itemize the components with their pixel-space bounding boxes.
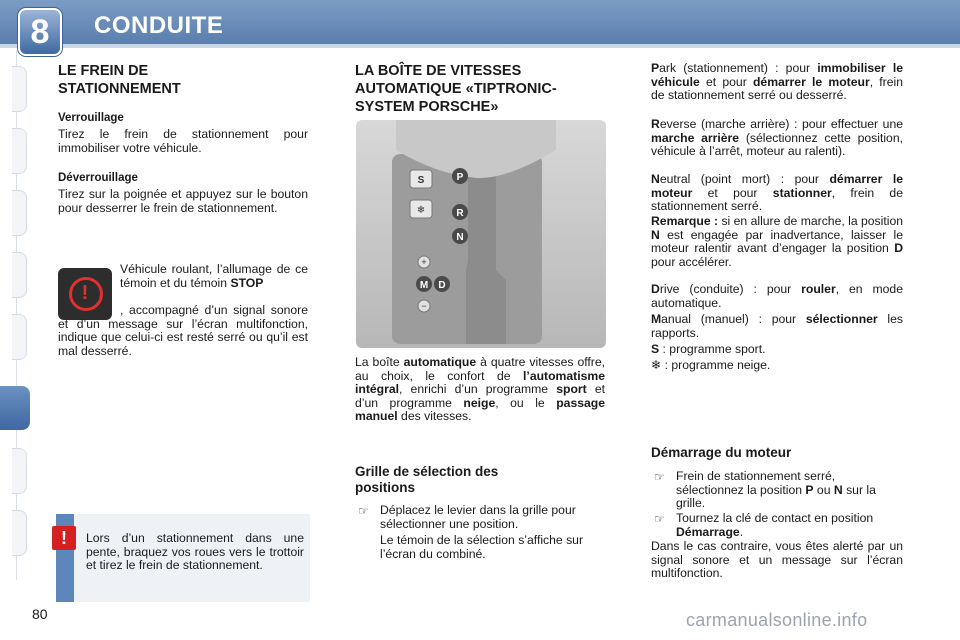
gearbox-intro xyxy=(355,356,605,424)
pointer-bullet-icon: ☞ xyxy=(654,512,665,526)
gear-label-snow: ❄ xyxy=(416,205,426,216)
gear-label-n: N xyxy=(456,232,464,243)
desc-part: eutral (point mort) : pour xyxy=(659,172,830,186)
chapter-tab[interactable] xyxy=(12,314,27,360)
desc-bold: démarrer le moteur xyxy=(752,74,870,89)
chapter-tab[interactable] xyxy=(12,510,27,556)
gear-selector-photo xyxy=(356,120,606,348)
chapter-tab[interactable] xyxy=(12,252,27,298)
desc-part: si en allure de marche, la position xyxy=(718,214,904,228)
intro-part: des vitesses. xyxy=(397,409,472,424)
gear-letter: D xyxy=(651,282,660,296)
intro-part: à quatre vitesses offre, au choix, le confort de xyxy=(355,355,605,383)
intro-bold: neige xyxy=(463,395,496,410)
page-number: 80 xyxy=(32,606,48,622)
unlock-text: Tirez sur la poignée et appuyez sur le bouton pour desserrer le frein de stationnement. xyxy=(58,187,308,215)
gear-label-d: D xyxy=(438,280,446,291)
desc-part: Frein de stationnement serré, sélectionnez la position xyxy=(676,469,836,497)
gear-label-m: M xyxy=(419,280,429,291)
desc-bold: sélectionner xyxy=(805,312,878,326)
desc-part: pour accélérer. xyxy=(651,254,732,269)
desc-part: . xyxy=(739,524,744,539)
unlock-title: Déverrouillage xyxy=(58,172,138,184)
desc-part: rive (conduite) : pour xyxy=(659,282,802,296)
heading-line: LA BOÎTE DE VITESSES xyxy=(355,63,522,79)
desc-part: et pour xyxy=(699,74,753,89)
pointer-bullet-icon: ☞ xyxy=(654,470,665,484)
gear-letter: M xyxy=(651,312,662,326)
desc-bold: stationner xyxy=(772,185,832,200)
gear-letter: P xyxy=(651,61,660,75)
desc-part: , frein de stationnement serré ou desserré. xyxy=(651,74,904,103)
heading-line: SYSTEM PORSCHE» xyxy=(355,99,499,115)
snowflake-icon: ❄ xyxy=(651,358,662,372)
chapter-tab[interactable] xyxy=(12,448,27,494)
gear-label-minus: − xyxy=(421,301,427,311)
page-title: CONDUITE xyxy=(94,12,224,39)
chapter-tab[interactable] xyxy=(12,66,27,112)
desc-part: : programme sport. xyxy=(659,342,766,356)
remark-text xyxy=(651,215,903,269)
grille-heading xyxy=(355,464,498,496)
gear-letter: N xyxy=(651,172,660,186)
desc-bold: D xyxy=(894,241,903,256)
chapter-tab[interactable] xyxy=(12,190,27,236)
intro-bold: l’automatisme intégral xyxy=(355,368,605,397)
park-description xyxy=(651,62,903,103)
stop-label: STOP xyxy=(230,275,264,290)
intro-part: , ou le xyxy=(495,395,557,410)
desc-part: ark (stationnement) : pour xyxy=(659,61,818,75)
drive-description xyxy=(651,283,903,310)
desc-part: , en mode automatique. xyxy=(651,282,903,310)
warning-text-part: Véhicule roulant, l’allumage de ce témoin et du témoin xyxy=(120,262,308,290)
manual-description xyxy=(651,313,903,340)
remark-label: Remarque : xyxy=(651,214,719,228)
heading-line: STATIONNEMENT xyxy=(58,81,181,97)
gear-label-p: P xyxy=(456,172,464,183)
desc-bold: rouler xyxy=(801,282,836,296)
gear-label-r: R xyxy=(456,208,464,219)
desc-bold: immobiliser le véhicule xyxy=(651,61,903,89)
warning-text-bottom: , accompagné d’un signal sonore et d’un message sur l’écran multifonction, indique que celui-ci est resté serré ou qu’il est mal desserré. xyxy=(58,303,308,358)
desc-bold: P xyxy=(805,482,814,497)
exclamation-icon: ! xyxy=(52,526,76,550)
chapter-tab-active[interactable] xyxy=(0,386,30,430)
desc-bold: marche arrière xyxy=(651,130,740,145)
desc-part: : programme neige. xyxy=(661,358,771,372)
pointer-bullet-icon: ☞ xyxy=(358,504,369,518)
grille-bullet-text: Déplacez le levier dans la grille pour sélectionner une position. xyxy=(380,503,576,531)
sport-description xyxy=(651,343,903,357)
warning-text-top xyxy=(120,263,308,290)
intro-part: , enrichi d’un programme xyxy=(399,382,557,397)
heading-line: Grille de sélection des xyxy=(355,464,499,479)
heading-line: AUTOMATIQUE «TIPTRONIC- xyxy=(355,81,557,97)
desc-part: (sélectionnez cette position, véhicule à l’arrêt, moteur au ralenti). xyxy=(651,130,903,159)
chapter-tabs xyxy=(0,50,32,580)
header-shadow xyxy=(0,44,960,48)
intro-bold: passage manuel xyxy=(355,395,605,424)
desc-part: est engagée par inadvertance, laisser le moteur ralentir avant d’engager la position xyxy=(651,227,903,256)
reverse-description xyxy=(651,118,903,159)
gear-letter: R xyxy=(651,117,660,131)
desc-part: Tournez la clé de contact en position xyxy=(676,511,874,525)
desc-part: anual (manuel) : pour xyxy=(661,312,806,326)
desc-bold: N xyxy=(651,227,660,242)
snow-description xyxy=(651,359,903,373)
start-step-1 xyxy=(676,470,901,511)
intro-bold: sport xyxy=(556,382,587,397)
lock-title: Verrouillage xyxy=(58,112,124,124)
heading-line: positions xyxy=(355,480,415,495)
gear-letter: S xyxy=(651,342,660,356)
start-step-2 xyxy=(676,512,901,539)
gear-label-plus: + xyxy=(421,257,427,267)
desc-part: , frein de stationnement serré. xyxy=(651,185,903,214)
desc-bold: N xyxy=(833,482,843,497)
chapter-number-badge: 8 xyxy=(18,8,62,56)
warning-mark: ! xyxy=(81,282,89,304)
grille-bullet-subtext: Le témoin de la sélection s’affiche sur l’écran du combiné. xyxy=(380,533,584,561)
intro-part: La boîte xyxy=(355,355,404,369)
lock-text: Tirez le frein de stationnement pour immobiliser votre véhicule. xyxy=(58,127,308,155)
gearbox-heading xyxy=(355,62,557,116)
engine-start-heading: Démarrage du moteur xyxy=(651,445,792,460)
note-text: Lors d’un stationnement dans une pente, braquez vos roues vers le trottoir et tirez le frein de stationnement. xyxy=(86,531,304,573)
neutral-description xyxy=(651,173,903,214)
gear-selector-illustration xyxy=(356,120,606,348)
desc-part: sur la grille. xyxy=(676,482,876,511)
desc-bold: démarrer le moteur xyxy=(651,172,903,200)
heading-line: LE FREIN DE xyxy=(58,63,149,79)
intro-bold: automatique xyxy=(403,355,477,369)
desc-part: les rapports. xyxy=(651,312,904,340)
watermark: carmanualsonline.info xyxy=(686,610,868,630)
desc-part: everse (marche arrière) : pour effectuer une xyxy=(659,117,903,131)
start-warning-text: Dans le cas contraire, vous êtes alerté par un signal sonore et un message sur l’écran multifonction. xyxy=(651,539,903,581)
desc-part: et pour xyxy=(692,185,773,200)
desc-part: ou xyxy=(813,482,834,497)
intro-part: et d’un programme xyxy=(355,382,605,410)
desc-bold: Démarrage xyxy=(676,524,740,539)
gear-label-s: S xyxy=(417,175,425,186)
chapter-tab[interactable] xyxy=(12,128,27,174)
parking-brake-heading xyxy=(58,62,181,98)
